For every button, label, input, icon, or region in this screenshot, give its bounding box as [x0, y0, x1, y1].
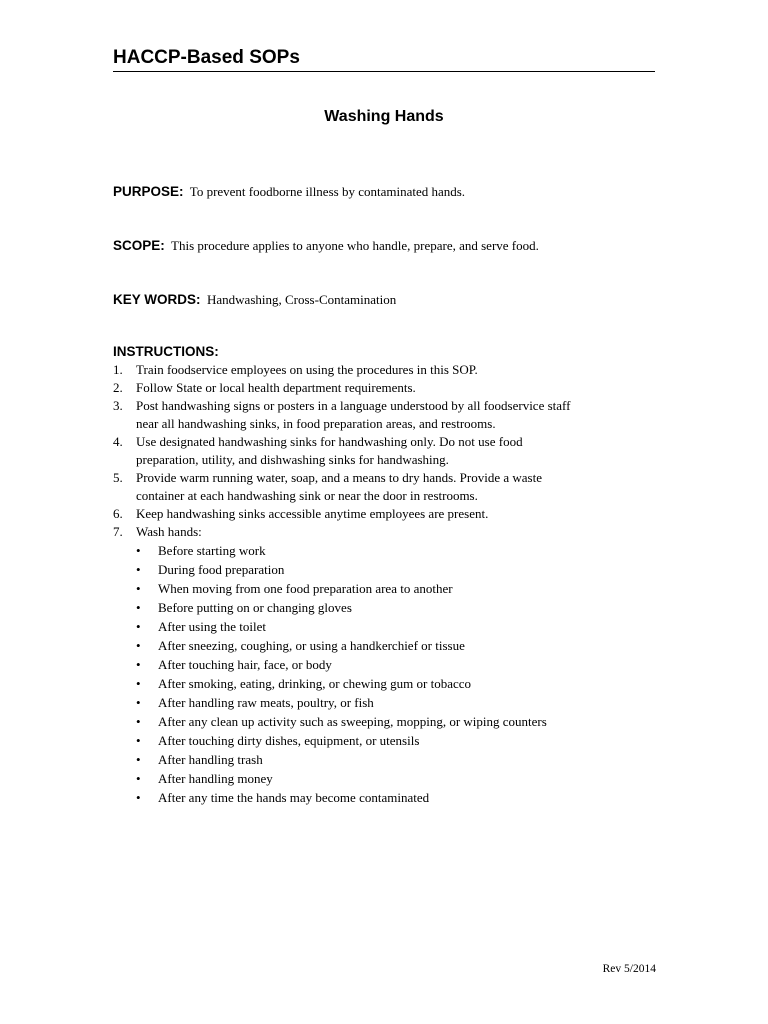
scope-label: SCOPE:	[113, 238, 165, 253]
bullet-item	[136, 617, 673, 636]
key-words-label: KEY WORDS:	[113, 292, 201, 307]
bullet-text: After touching dirty dishes, equipment, or utensils	[158, 733, 420, 748]
bullet-item	[136, 598, 673, 617]
instruction-step	[113, 505, 673, 523]
step-text: Provide warm running water, soap, and a means to dry hands. Provide a waste	[136, 470, 542, 485]
bullet-icon: •	[136, 771, 141, 786]
instruction-step	[113, 361, 673, 379]
key-words-text: Handwashing, Cross-Contamination	[207, 292, 397, 307]
bullet-text: Before putting on or changing gloves	[158, 600, 352, 615]
step-number: 3.	[113, 398, 123, 413]
bullet-item	[136, 579, 673, 598]
instruction-step	[113, 397, 673, 433]
bullet-icon: •	[136, 657, 141, 672]
scope-section	[113, 237, 673, 255]
bullet-text: Before starting work	[158, 543, 266, 558]
bullet-text: When moving from one food preparation area to another	[158, 581, 453, 596]
bullet-item	[136, 750, 673, 769]
instructions-heading: INSTRUCTIONS:	[113, 344, 219, 359]
bullet-text: After smoking, eating, drinking, or chewing gum or tobacco	[158, 676, 472, 691]
bullet-text: After any time the hands may become contaminated	[158, 790, 430, 805]
bullet-icon: •	[136, 581, 141, 596]
purpose-text: To prevent foodborne illness by contaminated hands.	[189, 184, 466, 199]
bullet-text: During food preparation	[158, 562, 285, 577]
step-text-continued: near all handwashing sinks, in food preparation areas, and restrooms.	[136, 416, 496, 431]
step-text: Post handwashing signs or posters in a language understood by all foodservice staff	[136, 398, 571, 413]
wash-hands-bullet-list	[136, 541, 673, 807]
step-text: Use designated handwashing sinks for handwashing only. Do not use food	[136, 434, 523, 449]
step-number: 5.	[113, 470, 123, 485]
bullet-icon: •	[136, 733, 141, 748]
instructions-list	[113, 361, 673, 807]
revision-footer: Rev 5/2014	[602, 963, 656, 975]
bullet-icon: •	[136, 543, 141, 558]
bullet-text: After handling trash	[158, 752, 263, 767]
bullet-icon: •	[136, 676, 141, 691]
bullet-text: After any clean up activity such as sweeping, mopping, or wiping counters	[158, 714, 547, 729]
bullet-item	[136, 655, 673, 674]
bullet-item	[136, 674, 673, 693]
bullet-icon: •	[136, 600, 141, 615]
scope-text: This procedure applies to anyone who handle, prepare, and serve food.	[171, 238, 539, 253]
bullet-icon: •	[136, 695, 141, 710]
bullet-text: After touching hair, face, or body	[158, 657, 332, 672]
key-words-section	[113, 291, 673, 309]
step-text-continued: preparation, utility, and dishwashing sinks for handwashing.	[136, 452, 449, 467]
step-text: Wash hands:	[136, 524, 202, 539]
bullet-item	[136, 693, 673, 712]
bullet-icon: •	[136, 752, 141, 767]
bullet-icon: •	[136, 790, 141, 805]
bullet-icon: •	[136, 638, 141, 653]
bullet-icon: •	[136, 714, 141, 729]
purpose-section	[113, 183, 673, 201]
step-text: Train foodservice employees on using the procedures in this SOP.	[136, 362, 478, 377]
bullet-text: After handling raw meats, poultry, or fish	[158, 695, 374, 710]
bullet-text: After sneezing, coughing, or using a handkerchief or tissue	[158, 638, 465, 653]
instruction-step	[113, 469, 673, 505]
bullet-icon: •	[136, 619, 141, 634]
step-number: 4.	[113, 434, 123, 449]
bullet-text: After handling money	[158, 771, 273, 786]
step-number: 1.	[113, 362, 123, 377]
bullet-item	[136, 731, 673, 750]
step-text-continued: container at each handwashing sink or near the door in restrooms.	[136, 488, 478, 503]
instruction-step	[113, 379, 673, 397]
bullet-text: After using the toilet	[158, 619, 266, 634]
step-number: 2.	[113, 380, 123, 395]
step-text: Keep handwashing sinks accessible anytime employees are present.	[136, 506, 489, 521]
bullet-item	[136, 712, 673, 731]
document-title: Washing Hands	[324, 108, 444, 125]
bullet-item	[136, 560, 673, 579]
header-title: HACCP-Based SOPs	[113, 47, 300, 68]
step-number: 7.	[113, 524, 123, 539]
document-header	[113, 46, 655, 72]
step-text: Follow State or local health department requirements.	[136, 380, 416, 395]
bullet-item	[136, 541, 673, 560]
bullet-item	[136, 769, 673, 788]
instruction-step	[113, 433, 673, 469]
purpose-label: PURPOSE:	[113, 184, 184, 199]
bullet-item	[136, 788, 673, 807]
step-number: 6.	[113, 506, 123, 521]
instruction-step	[113, 523, 673, 807]
bullet-icon: •	[136, 562, 141, 577]
bullet-item	[136, 636, 673, 655]
